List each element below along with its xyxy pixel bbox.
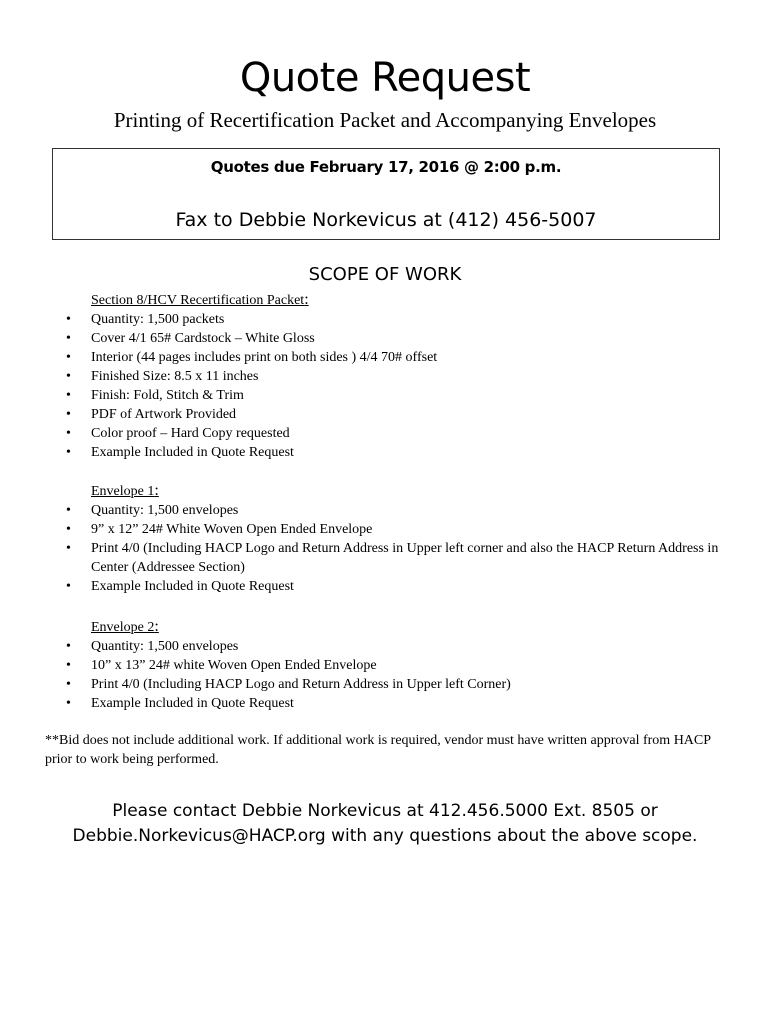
list-item: • Quantity: 1,500 packets — [66, 310, 736, 329]
list-item: • Print 4/0 (Including HACP Logo and Return Address in Upper left corner and also the HACP Return Address in Center (Addressee Section) — [66, 539, 736, 577]
list-item: • Print 4/0 (Including HACP Logo and Return Address in Upper left Corner) — [66, 675, 736, 694]
list-item: • Example Included in Quote Request — [66, 577, 736, 596]
packet-heading: Section 8/HCV Recertification Packet: — [91, 291, 309, 308]
contact-line-1: Please contact Debbie Norkevicus at 412.456.5000 Ext. 8505 or — [112, 801, 658, 821]
envelope2-heading: Envelope 2: — [91, 618, 159, 635]
list-item: • Color proof – Hard Copy requested — [66, 424, 736, 443]
list-item: • 9” x 12” 24# White Woven Open Ended Envelope — [66, 520, 736, 539]
quotes-due-text: Quotes due February 17, 2016 @ 2:00 p.m. — [210, 158, 562, 176]
contact-info — [0, 799, 770, 849]
list-item: • Example Included in Quote Request — [66, 694, 736, 713]
list-item: • 10” x 13” 24# white Woven Open Ended Envelope — [66, 656, 736, 675]
packet-list — [66, 310, 736, 462]
list-item: • Interior (44 pages includes print on both sides ) 4/4 70# offset — [66, 348, 736, 367]
bid-note: **Bid does not include additional work. If additional work is required, vendor must have written approval from HACP prior to work being performed. — [45, 733, 711, 767]
page-title: Quote Request — [239, 55, 531, 101]
deadline-box — [52, 148, 720, 240]
list-item: • PDF of Artwork Provided — [66, 405, 736, 424]
contact-line-2: Debbie.Norkevicus@HACP.org with any questions about the above scope. — [72, 826, 698, 846]
envelope1-list — [66, 501, 736, 596]
list-item: • Quantity: 1,500 envelopes — [66, 637, 736, 656]
list-item: • Example Included in Quote Request — [66, 443, 736, 462]
list-item: • Finish: Fold, Stitch & Trim — [66, 386, 736, 405]
scope-heading: SCOPE OF WORK — [308, 264, 462, 285]
envelope2-section — [66, 618, 736, 713]
list-item: • Finished Size: 8.5 x 11 inches — [66, 367, 736, 386]
fax-text: Fax to Debbie Norkevicus at (412) 456-5007 — [175, 209, 597, 231]
packet-section — [66, 291, 736, 462]
list-item: • Cover 4/1 65# Cardstock – White Gloss — [66, 329, 736, 348]
envelope2-list — [66, 637, 736, 713]
envelope1-heading: Envelope 1: — [91, 482, 159, 499]
list-item: • Quantity: 1,500 envelopes — [66, 501, 736, 520]
page-subtitle: Printing of Recertification Packet and Accompanying Envelopes — [113, 108, 657, 132]
envelope1-section — [66, 482, 736, 596]
